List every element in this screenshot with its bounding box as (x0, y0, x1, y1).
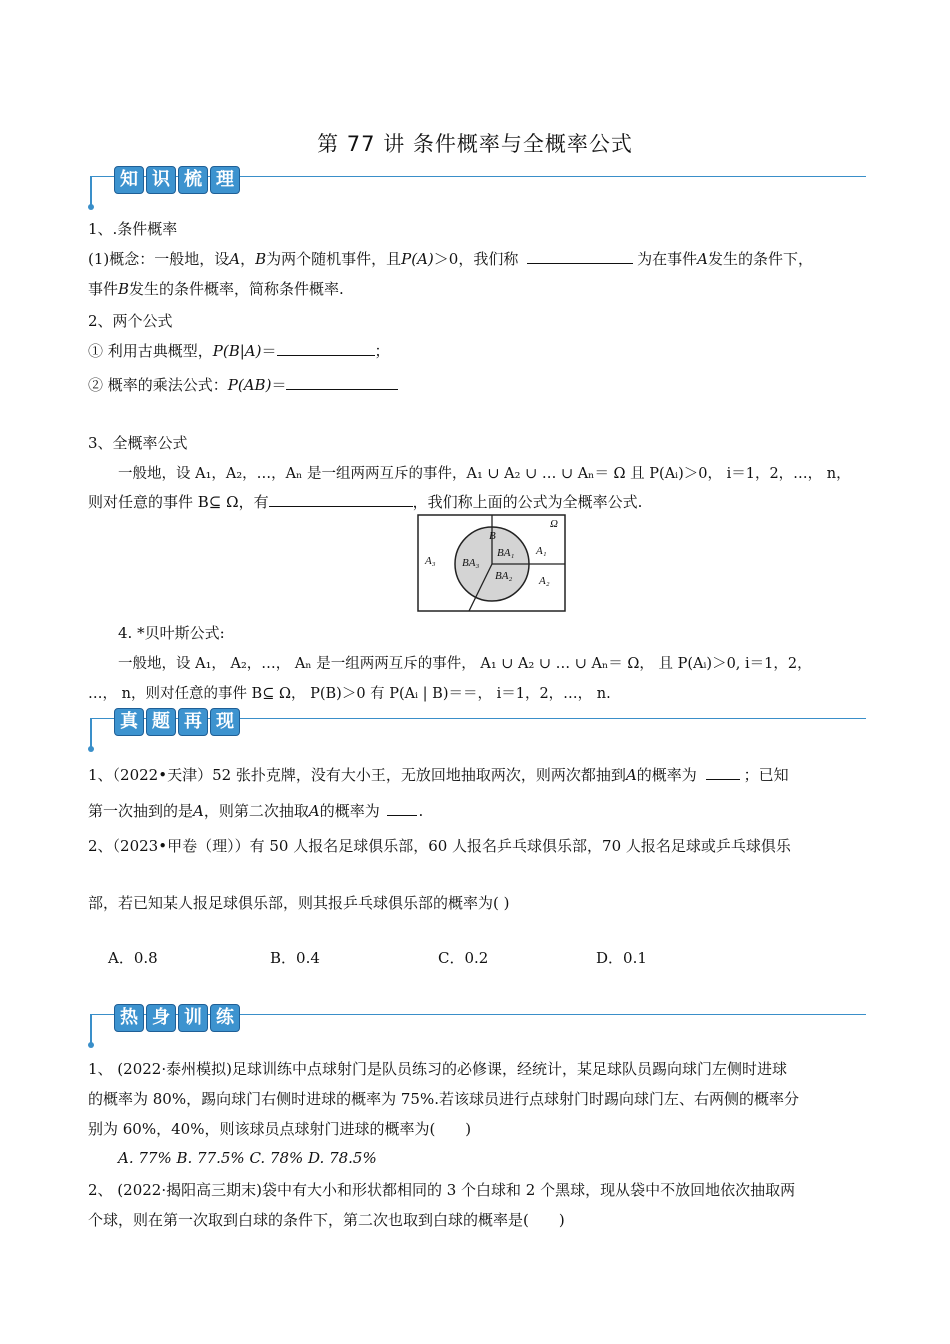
fill-blank (269, 492, 413, 507)
section-banner-warmup (86, 1004, 866, 1040)
venn-diagram (417, 514, 567, 614)
warmup-2-line1: 2、 (2022·揭阳高三期末)袋中有大小和形状都相同的 3 个白球和 2 个黑球，现从袋中不放回地依次抽取两 (88, 1181, 796, 1199)
heading-two-formulas: 2、两个公式 (88, 312, 173, 330)
banner-char: 身 (146, 1004, 176, 1032)
warmup-1-line3: 别为 60%，40%，则该球员点球射门进球的概率为( ) (88, 1120, 472, 1138)
formula-multiplication: ② 概率的乘法公式：P(AB)＝ (88, 374, 398, 395)
option-d: D．0.1 (596, 949, 647, 967)
option-b: B．0.4 (270, 949, 320, 967)
section-banner-knowledge (86, 166, 866, 202)
option-a: A．0.8 (108, 949, 158, 967)
banner-char: 理 (210, 166, 240, 194)
banner-char: 训 (178, 1004, 208, 1032)
formula-classical: ① 利用古典概型，P(B|A)＝ ； (88, 342, 390, 360)
label-ba2: BA₂ (495, 570, 513, 582)
label-a1: A₁ (536, 545, 547, 557)
page-title: 第 77 讲 条件概率与全概率公式 (317, 132, 633, 156)
paragraph-total-line2: 则对任意的事件 B⊆ Ω，有 ，我们称上面的公式为全概率公式. (88, 493, 643, 511)
banner-char: 题 (146, 708, 176, 736)
banner-char: 梳 (178, 166, 208, 194)
heading-conditional-probability: 1、.条件概率 (88, 220, 178, 238)
paragraph-bayes-line1: 一般地，设 A₁， A₂，…， Aₙ 是一组两两互斥的事件， A₁ ∪ A₂ ∪ … ∪ Aₙ＝ Ω， 且 P(Aᵢ)＞0, i＝1，2， (118, 656, 812, 672)
fill-blank (277, 341, 375, 356)
paragraph-total-line1: 一般地，设 A₁，A₂，…，Aₙ 是一组两两互斥的事件，A₁ ∪ A₂ ∪ … ∪ Aₙ＝ Ω 且 P(Aᵢ)＞0， i＝1，2，…， n， (118, 466, 851, 482)
fill-blank (387, 801, 417, 816)
banner-char: 现 (210, 708, 240, 736)
section-banner-past-exams (86, 708, 866, 744)
label-ba3: BA₃ (462, 557, 480, 569)
label-a3: A₃ (425, 555, 436, 567)
banner-char: 真 (114, 708, 144, 736)
label-omega: Ω (550, 518, 558, 530)
banner-char: 再 (178, 708, 208, 736)
heading-total-probability: 3、全概率公式 (88, 434, 188, 452)
banner-char: 知 (114, 166, 144, 194)
question-1-line2: 第一次抽到的是A，则第二次抽取A的概率为 . (88, 802, 424, 820)
paragraph-bayes-line2: …， n，则对任意的事件 B⊆ Ω， P(B)＞0 有 P(Aᵢ | B)＝＝， i＝1，2，…， n. (88, 686, 611, 702)
question-2-line1: 2、（2023•甲卷（理））有 50 人报名足球俱乐部，60 人报名乒乓球俱乐部，70 人报名足球或乒乓球俱乐 (88, 837, 791, 855)
banner-char: 热 (114, 1004, 144, 1032)
label-b: B (489, 530, 496, 542)
paragraph-concept-line1: (1)概念：一般地，设A，B为两个随机事件，且P(A)＞0，我们称 为在事件A发生的条件下， (88, 250, 813, 268)
warmup-1-options: A. 77% B. 77.5% C. 78% D. 78.5% (118, 1149, 377, 1167)
label-ba1: BA₁ (497, 547, 515, 559)
paragraph-concept-line2: 事件B发生的条件概率，简称条件概率. (88, 280, 344, 298)
option-c: C．0.2 (438, 949, 489, 967)
question-2-line2: 部，若已知某人报足球俱乐部，则其报乒乓球俱乐部的概率为( ) (88, 894, 510, 912)
banner-char: 练 (210, 1004, 240, 1032)
question-1-line1: 1、（2022•天津）52 张扑克牌，没有大小王，无放回地抽取两次，则两次都抽到A的概率为 ；已知 (88, 766, 789, 784)
heading-bayes: 4. *贝叶斯公式: (118, 624, 225, 642)
banner-char: 识 (146, 166, 176, 194)
fill-blank (286, 375, 398, 390)
label-a2: A₂ (539, 575, 550, 587)
fill-blank (527, 249, 633, 264)
warmup-1-line2: 的概率为 80%，踢向球门右侧时进球的概率为 75%.若该球员进行点球射门时踢向球门左、右两侧的概率分 (88, 1090, 799, 1108)
fill-blank (706, 765, 740, 780)
warmup-1-line1: 1、 (2022·泰州模拟)足球训练中点球射门是队员练习的必修课，经统计，某足球队员踢向球门左侧时进球 (88, 1060, 787, 1078)
warmup-2-line2: 个球，则在第一次取到白球的条件下，第二次也取到白球的概率是( ) (88, 1211, 565, 1229)
